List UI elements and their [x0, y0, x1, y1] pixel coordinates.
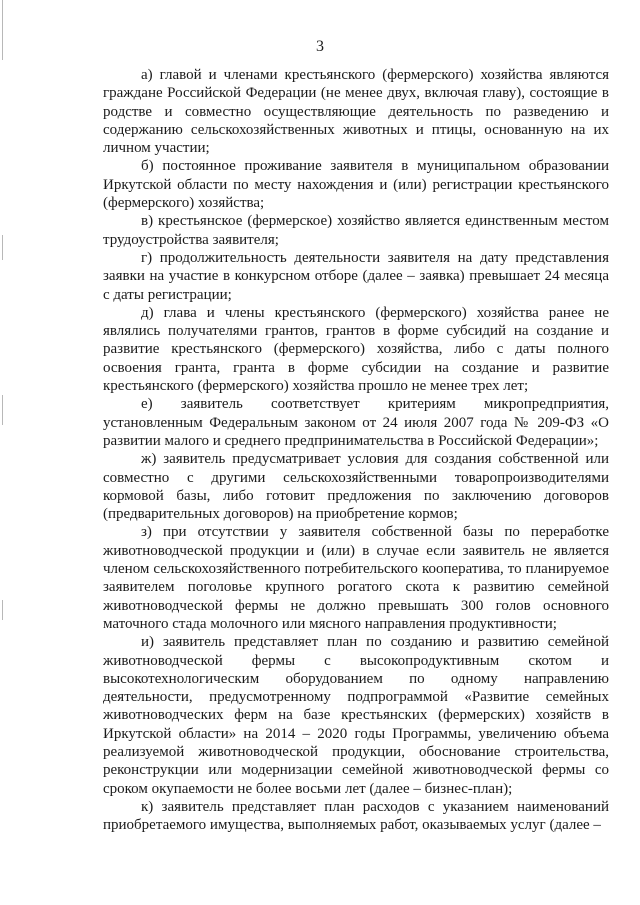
- document-body: [103, 66, 609, 834]
- scan-edge-mark: [2, 235, 3, 260]
- paragraph-a: а) главой и членами крестьянского (фермерского) хозяйства являются граждане Российской Федерации (не менее двух, включая главу), состоящие в родстве и совместно осуществляющие деятельность по разведению и содержанию сельскохозяйственных животных и птицы, основанную на их личном участии;: [103, 67, 609, 157]
- scan-edge-mark: [2, 600, 3, 620]
- paragraph-e: е) заявитель соответствует критериям микропредприятия, установленным Федеральным законом от 24 июля 2007 года № 209-ФЗ «О развитии малого и среднего предпринимательства в Российской Федерации»;: [103, 396, 609, 449]
- paragraph-z: з) при отсутствии у заявителя собственной базы по переработке животноводческой продукции и (или) в случае если заявитель не является членом сельскохозяйственного потребительского кооператива, то планируемое заявителем поголовье крупного рогатого скота к развитию семейной животноводческой фермы не должно превышать 300 голов основного маточного стада молочного или мясного направления продуктивности;: [103, 524, 609, 632]
- scan-edge-mark: [2, 395, 3, 425]
- paragraph-i: и) заявитель представляет план по созданию и развитию семейной животноводческой фермы с высокопродуктивным скотом и высокотехнологическим оборудованием по одному направлению деятельности, предусмотренному подпрограммой «Развитие семейных животноводческих ферм на базе крестьянских (фермерских) хозяйств в Иркутской области» на 2014 – 2020 годы Программы, увеличению объема реализуемой животноводческой продукции, обоснование строительства, реконструкции или модернизации семейной животноводческой фермы со сроком окупаемости не более восьми лет (далее – бизнес-план);: [103, 634, 609, 797]
- page-number: 3: [316, 38, 324, 55]
- paragraph-k: к) заявитель представляет план расходов с указанием наименований приобретаемого имущества, выполняемых работ, оказываемых услуг (далее –: [103, 798, 609, 834]
- paragraph-b: б) постоянное проживание заявителя в муниципальном образовании Иркутской области по месту нахождения и (или) регистрации крестьянского (фермерского) хозяйства;: [103, 158, 609, 212]
- paragraph-zh: ж) заявитель предусматривает условия для создания собственной или совместно с другими сельскохозяйственными товаропроизводителями кормовой базы, либо готовит предложения по заключению договоров (предварительных договоров) на приобретение кормов;: [103, 451, 609, 523]
- paragraph-v: в) крестьянское (фермерское) хозяйство является единственным местом трудоустройства заявителя;: [103, 213, 609, 248]
- paragraph-d: д) глава и члены крестьянского (фермерского) хозяйства ранее не являлись получателями грантов, грантов в форме субсидий на создание и развитие крестьянского (фермерского) хозяйства, либо с даты полного освоения гранта, гранта в форме субсидии на создание и развитие крестьянского (фермерского) хозяйства прошло не менее трех лет;: [103, 304, 609, 395]
- paragraph-g: г) продолжительность деятельности заявителя на дату представления заявки на участие в конкурсном отборе (далее – заявка) превышает 24 месяца с даты регистрации;: [103, 249, 609, 303]
